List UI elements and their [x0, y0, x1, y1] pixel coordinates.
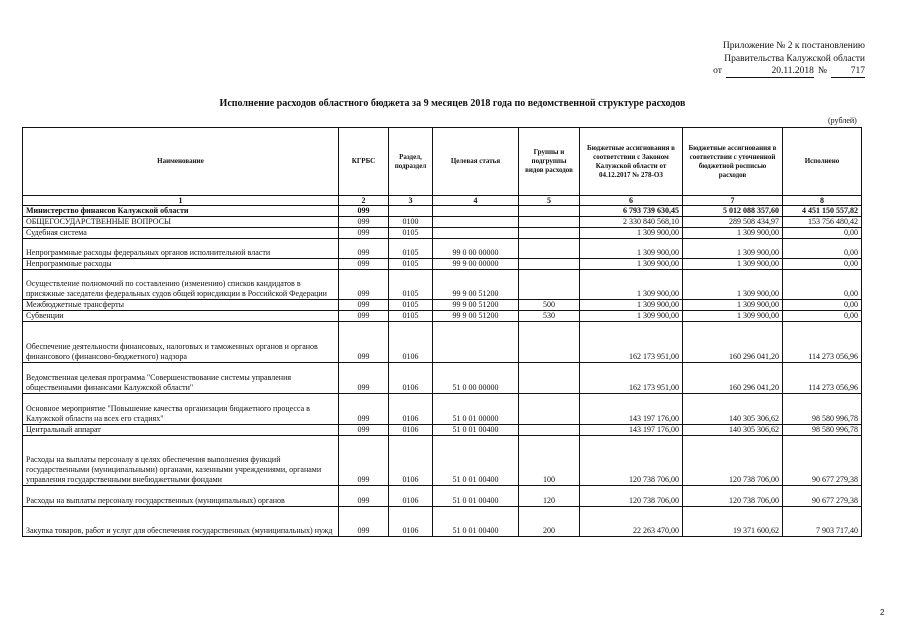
row-name: Непрограммные расходы [23, 259, 339, 270]
table-row [23, 425, 862, 436]
row-target-article [433, 217, 519, 228]
row-name: Центральный аппарат [23, 425, 339, 436]
row-specified-allocation: 1 309 900,00 [683, 300, 783, 311]
row-target-article: 51 0 01 00400 [433, 425, 519, 436]
row-specified-allocation: 160 296 041,20 [683, 322, 783, 363]
row-law-allocation: 143 197 176,00 [580, 425, 683, 436]
row-razdel: 0106 [389, 394, 433, 425]
table-row [23, 311, 862, 322]
row-target-article: 99 9 00 51200 [433, 311, 519, 322]
row-name: Расходы на выплаты персоналу государственных (муниципальных) органов [23, 486, 339, 507]
row-target-article: 51 0 01 00400 [433, 507, 519, 537]
page-title: Исполнение расходов областного бюджета за 9 месяцев 2018 года по ведомственной структуре расходов [219, 98, 686, 109]
row-razdel [389, 206, 433, 217]
row-kgrbs: 099 [339, 436, 389, 486]
row-razdel: 0106 [389, 436, 433, 486]
row-expense-group [519, 394, 580, 425]
row-specified-allocation: 160 296 041,20 [683, 363, 783, 394]
row-expense-group [519, 270, 580, 300]
row-name: Судебная система [23, 228, 339, 239]
table-row [23, 270, 862, 300]
column-number: 1 [23, 196, 339, 206]
row-specified-allocation: 1 309 900,00 [683, 228, 783, 239]
row-razdel: 0106 [389, 363, 433, 394]
page-number: 2 [880, 608, 885, 617]
row-executed: 98 580 996,78 [783, 394, 862, 425]
row-kgrbs: 099 [339, 486, 389, 507]
row-razdel: 0105 [389, 239, 433, 259]
row-expense-group: 200 [519, 507, 580, 537]
row-law-allocation: 1 309 900,00 [580, 228, 683, 239]
column-header-kgrbs: КГРБС [339, 128, 389, 196]
row-razdel: 0106 [389, 486, 433, 507]
from-label: от [713, 66, 722, 76]
table-row [23, 322, 862, 363]
row-target-article: 99 9 00 00000 [433, 259, 519, 270]
row-razdel: 0106 [389, 507, 433, 537]
row-target-article: 51 0 01 00000 [433, 394, 519, 425]
appendix-line1: Приложение № 2 к постановлению [722, 41, 865, 51]
table-row [23, 394, 862, 425]
row-executed: 0,00 [783, 270, 862, 300]
row-executed: 0,00 [783, 239, 862, 259]
row-executed: 0,00 [783, 311, 862, 322]
row-law-allocation: 120 738 706,00 [580, 486, 683, 507]
row-law-allocation: 1 309 900,00 [580, 239, 683, 259]
row-target-article: 51 0 01 00400 [433, 486, 519, 507]
row-specified-allocation: 140 305 306,62 [683, 394, 783, 425]
row-law-allocation: 1 309 900,00 [580, 300, 683, 311]
row-specified-allocation: 1 309 900,00 [683, 259, 783, 270]
expenses-table [22, 127, 862, 537]
column-number: 2 [339, 196, 389, 206]
row-executed: 0,00 [783, 300, 862, 311]
row-kgrbs: 099 [339, 425, 389, 436]
row-law-allocation: 1 309 900,00 [580, 259, 683, 270]
row-law-allocation: 6 793 739 630,45 [580, 206, 683, 217]
table-row [23, 259, 862, 270]
row-executed: 90 677 279,38 [783, 486, 862, 507]
row-law-allocation: 1 309 900,00 [580, 311, 683, 322]
row-expense-group [519, 322, 580, 363]
row-expense-group [519, 206, 580, 217]
column-header-specified-allocations: Бюджетные ассигнования в соответствии с уточненной бюджетной росписью расходов [683, 128, 783, 196]
row-specified-allocation: 140 305 306,62 [683, 425, 783, 436]
decree-number: 717 [831, 66, 865, 78]
row-executed: 0,00 [783, 228, 862, 239]
row-specified-allocation: 1 309 900,00 [683, 311, 783, 322]
column-number: 4 [433, 196, 519, 206]
decree-date: 20.11.2018 [726, 66, 814, 78]
appendix-line2: Правительства Калужской области [724, 53, 865, 64]
row-specified-allocation: 1 309 900,00 [683, 270, 783, 300]
row-executed: 0,00 [783, 259, 862, 270]
table-row [23, 228, 862, 239]
table-row [23, 239, 862, 259]
row-target-article [433, 206, 519, 217]
row-expense-group [519, 217, 580, 228]
table-row [23, 436, 862, 486]
row-law-allocation: 120 738 706,00 [580, 436, 683, 486]
row-kgrbs: 099 [339, 322, 389, 363]
row-executed: 90 677 279,38 [783, 436, 862, 486]
row-expense-group: 500 [519, 300, 580, 311]
row-expense-group [519, 228, 580, 239]
row-name: Основное мероприятие "Повышение качества организации бюджетного процесса в Калужской области на всех его стадиях" [23, 394, 339, 425]
appendix-header [690, 40, 865, 78]
row-expense-group [519, 425, 580, 436]
row-law-allocation: 2 330 840 568,10 [580, 217, 683, 228]
unit-label: (рублей) [828, 116, 857, 125]
row-target-article: 51 0 00 00000 [433, 363, 519, 394]
row-kgrbs: 099 [339, 300, 389, 311]
column-header-law-allocations: Бюджетные ассигнования в соответствии с Законом Калужской области от 04.12.2017 № 278-ОЗ [580, 128, 683, 196]
row-target-article: 99 9 00 51200 [433, 270, 519, 300]
row-target-article: 51 0 01 00400 [433, 436, 519, 486]
column-header-executed: Исполнено [783, 128, 862, 196]
row-law-allocation: 1 309 900,00 [580, 270, 683, 300]
row-name: Расходы на выплаты персоналу в целях обеспечения выполнения функций государственными (муниципальными) органами, казенными учреждениями, органами управления государственными внебюджетными фондами [23, 436, 339, 486]
row-kgrbs: 099 [339, 507, 389, 537]
row-name: Ведомственная целевая программа "Совершенствование системы управления общественными финансами Калужской области" [23, 363, 339, 394]
row-executed: 4 451 150 557,82 [783, 206, 862, 217]
row-razdel: 0100 [389, 217, 433, 228]
row-target-article: 99 9 00 51200 [433, 300, 519, 311]
row-name: Министерство финансов Калужской области [23, 206, 339, 217]
column-number-row [23, 196, 862, 206]
column-number: 6 [580, 196, 683, 206]
table-header-row [23, 128, 862, 196]
row-name: Обеспечение деятельности финансовых, налоговых и таможенных органов и органов финансового (финансово-бюджетного) надзора [23, 322, 339, 363]
row-kgrbs: 099 [339, 311, 389, 322]
column-header-expense-groups: Группы и подгруппы видов расходов [519, 128, 580, 196]
column-header-target-article: Целевая статья [433, 128, 519, 196]
row-kgrbs: 099 [339, 228, 389, 239]
row-expense-group: 120 [519, 486, 580, 507]
row-kgrbs: 099 [339, 363, 389, 394]
row-razdel: 0106 [389, 425, 433, 436]
row-expense-group [519, 259, 580, 270]
row-name: Непрограммные расходы федеральных органов исполнительной власти [23, 239, 339, 259]
row-kgrbs: 099 [339, 239, 389, 259]
row-name: ОБЩЕГОСУДАРСТВЕННЫЕ ВОПРОСЫ [23, 217, 339, 228]
decree-signature-line [690, 65, 865, 78]
row-specified-allocation: 19 371 600,62 [683, 507, 783, 537]
row-target-article [433, 322, 519, 363]
row-target-article: 99 0 00 00000 [433, 239, 519, 259]
row-razdel: 0105 [389, 300, 433, 311]
row-name: Закупка товаров, работ и услуг для обеспечения государственных (муниципальных) нужд [23, 507, 339, 537]
row-executed: 98 580 996,78 [783, 425, 862, 436]
table-row [23, 486, 862, 507]
row-law-allocation: 22 263 470,00 [580, 507, 683, 537]
row-razdel: 0105 [389, 311, 433, 322]
column-header-razdel: Раздел, подраздел [389, 128, 433, 196]
row-specified-allocation: 5 012 088 357,60 [683, 206, 783, 217]
row-specified-allocation: 1 309 900,00 [683, 239, 783, 259]
row-executed: 153 756 480,42 [783, 217, 862, 228]
row-kgrbs: 099 [339, 270, 389, 300]
row-expense-group [519, 363, 580, 394]
column-number: 8 [783, 196, 862, 206]
row-law-allocation: 162 173 951,00 [580, 322, 683, 363]
table-row [23, 206, 862, 217]
row-name: Субвенции [23, 311, 339, 322]
row-executed: 114 273 056,96 [783, 322, 862, 363]
row-specified-allocation: 120 738 706,00 [683, 436, 783, 486]
row-executed: 114 273 056,96 [783, 363, 862, 394]
row-specified-allocation: 289 508 434,97 [683, 217, 783, 228]
column-number: 7 [683, 196, 783, 206]
row-expense-group: 100 [519, 436, 580, 486]
row-kgrbs: 099 [339, 217, 389, 228]
row-kgrbs: 099 [339, 259, 389, 270]
row-razdel: 0106 [389, 322, 433, 363]
row-expense-group: 530 [519, 311, 580, 322]
row-expense-group [519, 239, 580, 259]
row-kgrbs: 099 [339, 206, 389, 217]
column-number: 3 [389, 196, 433, 206]
row-law-allocation: 162 173 951,00 [580, 363, 683, 394]
table-row [23, 363, 862, 394]
row-kgrbs: 099 [339, 394, 389, 425]
row-executed: 7 903 717,40 [783, 507, 862, 537]
column-header-name: Наименование [23, 128, 339, 196]
table-row [23, 507, 862, 537]
row-razdel: 0105 [389, 259, 433, 270]
row-name: Осуществление полномочий по составлению (изменению) списков кандидатов в присяжные заседатели федеральных судов общей юрисдикции в Российской Федерации [23, 270, 339, 300]
row-target-article [433, 228, 519, 239]
table-row [23, 217, 862, 228]
row-razdel: 0105 [389, 228, 433, 239]
row-razdel: 0105 [389, 270, 433, 300]
column-number: 5 [519, 196, 580, 206]
table-row [23, 300, 862, 311]
row-law-allocation: 143 197 176,00 [580, 394, 683, 425]
number-label: № [817, 66, 827, 76]
row-name: Межбюджетные трансферты [23, 300, 339, 311]
row-specified-allocation: 120 738 706,00 [683, 486, 783, 507]
